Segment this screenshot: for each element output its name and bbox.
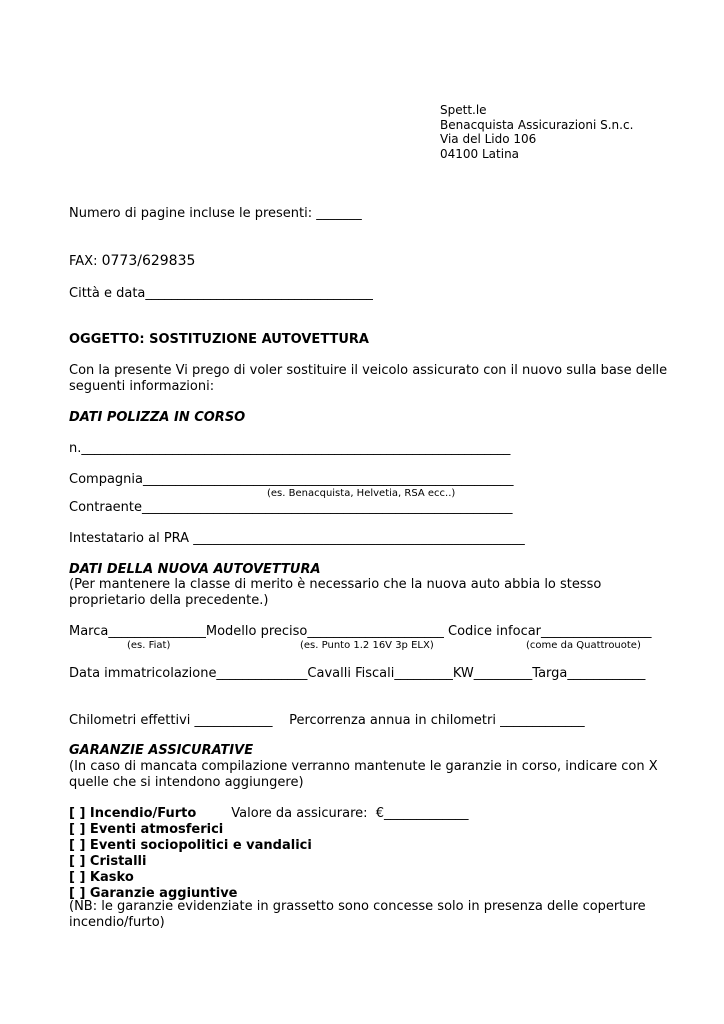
- recipient-line: Via del Lido 106: [440, 132, 537, 146]
- registration-line: Data immatricolazione______________Cavalli Fiscali_________KW_________Targa____________: [69, 666, 646, 681]
- infocar-hint: (come da Quattrouote): [526, 640, 641, 651]
- guarantees-note: (In caso di mancata compilazione verranno mantenute le garanzie in corso, indicare con X quelle che si intendono aggiungere): [69, 759, 658, 790]
- city-date-field: Città e data___________________________________: [69, 286, 373, 301]
- fax-label: FAX:: [69, 254, 102, 269]
- pages-count-field: Numero di pagine incluse le presenti: _______: [69, 206, 362, 221]
- guarantee-additional: [ ] Garanzie aggiuntive: [69, 886, 238, 901]
- insured-value-field: Valore da assicurare: €_____________: [231, 806, 469, 821]
- recipient-address: [440, 103, 633, 161]
- guarantee-fire-theft: [ ] Incendio/Furto: [69, 806, 197, 821]
- recipient-line: Benacquista Assicurazioni S.n.c.: [440, 117, 634, 132]
- guarantees-heading: GARANZIE ASSICURATIVE: [69, 743, 254, 758]
- model-hint: (es. Punto 1.2 16V 3p ELX): [300, 640, 434, 651]
- new-car-note: (Per mantenere la classe di merito è necessario che la nuova auto abbia lo stesso proprietario della precedente.): [69, 577, 602, 608]
- contractor-field: Contraente_________________________________________________________: [69, 500, 513, 515]
- guarantees-footnote: (NB: le garanzie evidenziate in grassetto sono concesse solo in presenza delle coperture incendio/furto): [69, 899, 646, 930]
- guarantee-kasko: [ ] Kasko: [69, 870, 134, 885]
- fax-line: [69, 254, 195, 269]
- pra-holder-field: Intestatario al PRA ___________________________________________________: [69, 531, 525, 546]
- subject-heading: OGGETTO: SOSTITUZIONE AUTOVETTURA: [69, 332, 369, 347]
- recipient-line: 04100 Latina: [440, 146, 520, 161]
- company-hint: (es. Benacquista, Helvetia, RSA ecc..): [267, 488, 456, 499]
- policy-number-field: n.__________________________________________________________________: [69, 441, 511, 456]
- guarantee-vandalism: [ ] Eventi sociopolitici e vandalici: [69, 838, 312, 853]
- guarantee-item: [69, 806, 469, 822]
- mileage-line: Chilometri effettivi ____________ Percorrenza annua in chilometri _____________: [69, 713, 585, 728]
- brand-hint: (es. Fiat): [127, 640, 171, 651]
- guarantee-weather: [ ] Eventi atmosferici: [69, 822, 224, 837]
- intro-paragraph: Con la presente Vi prego di voler sostituire il veicolo assicurato con il nuovo sulla base delle seguenti informazioni:: [69, 363, 668, 394]
- new-car-heading: DATI DELLA NUOVA AUTOVETTURA: [69, 562, 321, 577]
- brand-model-line: Marca_______________Modello preciso_____________________ Codice infocar_________________: [69, 624, 652, 639]
- fax-number: 0773/629835: [101, 253, 196, 269]
- guarantees-list: [69, 806, 469, 902]
- recipient-line: Spett.le: [440, 103, 487, 117]
- guarantee-glass: [ ] Cristalli: [69, 854, 147, 869]
- policy-heading: DATI POLIZZA IN CORSO: [69, 410, 246, 425]
- company-field: Compagnia_________________________________________________________: [69, 472, 514, 487]
